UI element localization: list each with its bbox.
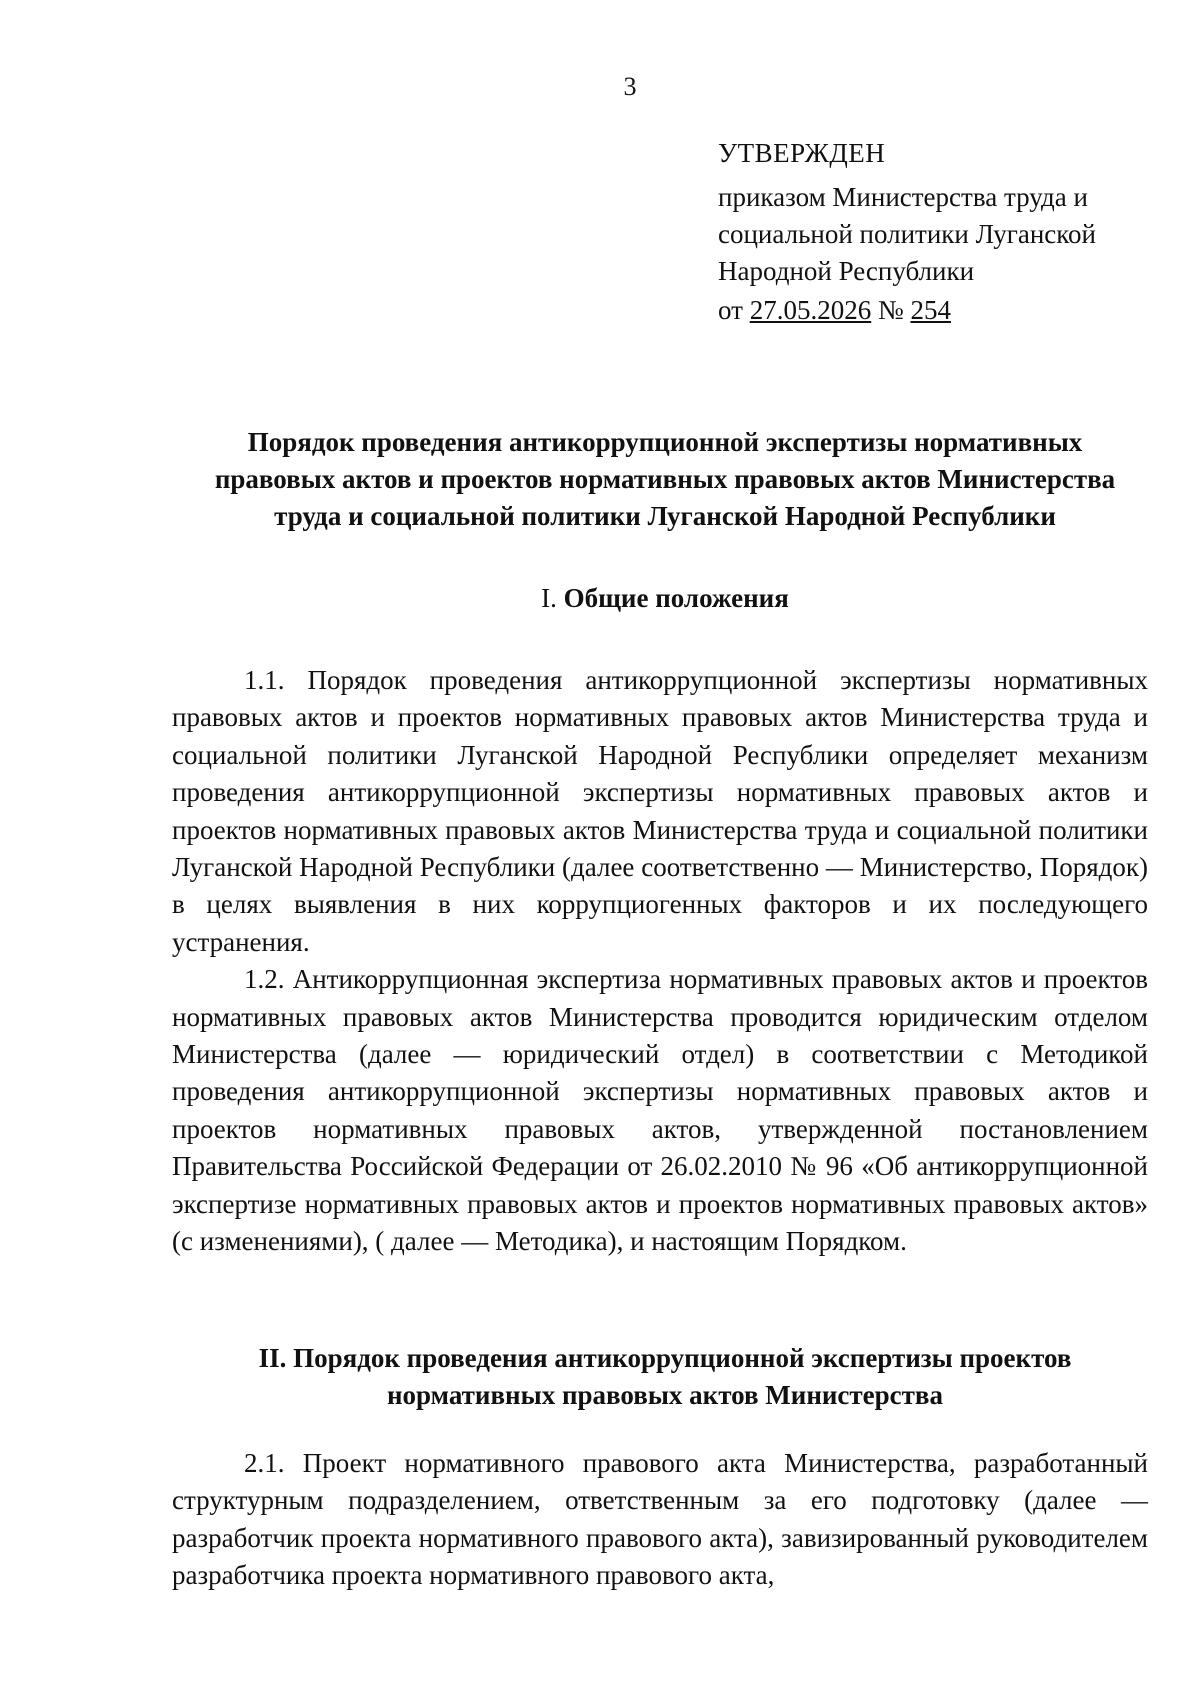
section-1-body xyxy=(172,662,1148,1261)
approval-order-line: приказом Министерства труда и xyxy=(718,182,1088,212)
title-line: Порядок проведения антикоррупционной экспертизы нормативных xyxy=(247,427,1083,457)
paragraph-2-1: 2.1. Проект нормативного правового акта Министерства, разработанный структурным подразделением, ответственным за его подготовку (далее — разработчик проекта нормативного правового акта), завизированный руководителем разработчика проекта нормативного правового акта, xyxy=(172,1448,1148,1591)
section-2-heading-line: II. Порядок проведения антикоррупционной экспертизы проектов xyxy=(258,1343,1072,1373)
approval-number: 254 xyxy=(910,295,951,325)
approval-date-line xyxy=(718,290,1158,330)
section-1-heading xyxy=(140,580,1190,617)
section-2-heading xyxy=(140,1340,1190,1414)
paragraph-1-1: 1.1. Порядок проведения антикоррупционной экспертизы нормативных правовых актов и проектов нормативных правовых актов Министерства труда и социальной политики Луганской Народной Республики определяет механизм проведения антикоррупционной экспертизы нормативных правовых актов и проектов нормативных правовых актов Министерства труда и социальной политики Луганской Народной Республики (далее соответственно — Министерство, Порядок) в целях выявления в них коррупциогенных факторов и их последующего устранения. xyxy=(172,665,1148,957)
approved-label: УТВЕРЖДЕН xyxy=(718,138,886,168)
number-sign: № xyxy=(877,295,904,325)
date-prefix: от xyxy=(718,295,743,325)
title-line: правовых актов и проектов нормативных правовых актов Министерства xyxy=(214,464,1116,494)
paragraph-1-2: 1.2. Антикоррупционная экспертиза нормативных правовых актов и проектов нормативных правовых актов Министерства проводится юридическим отделом Министерства (далее — юридический отдел) в соответствии с Методикой проведения антикоррупционной экспертизы нормативных правовых актов и проектов нормативных правовых актов, утвержденной постановлением Правительства Российской Федерации от 26.02.2010 № 96 «Об антикоррупционной экспертизе нормативных правовых актов и проектов нормативных правовых актов» (с изменениями), ( далее — Методика), и настоящим Порядком. xyxy=(172,964,1148,1257)
approval-date: 27.05.2026 xyxy=(749,295,872,325)
section-1-title: Общие положения xyxy=(563,583,789,613)
section-2-heading-line: нормативных правовых актов Министерства xyxy=(386,1380,944,1410)
section-1-numeral: I. xyxy=(541,583,557,613)
section-2-body xyxy=(172,1445,1148,1595)
document-title xyxy=(140,424,1190,535)
approval-stamp-block xyxy=(718,133,1158,330)
page-number: 3 xyxy=(623,72,637,101)
approval-order-line: социальной политики Луганской xyxy=(718,219,1096,249)
title-line: труда и социальной политики Луганской Народной Республики xyxy=(274,501,1056,531)
approval-order-line: Народной Республики xyxy=(718,256,975,286)
